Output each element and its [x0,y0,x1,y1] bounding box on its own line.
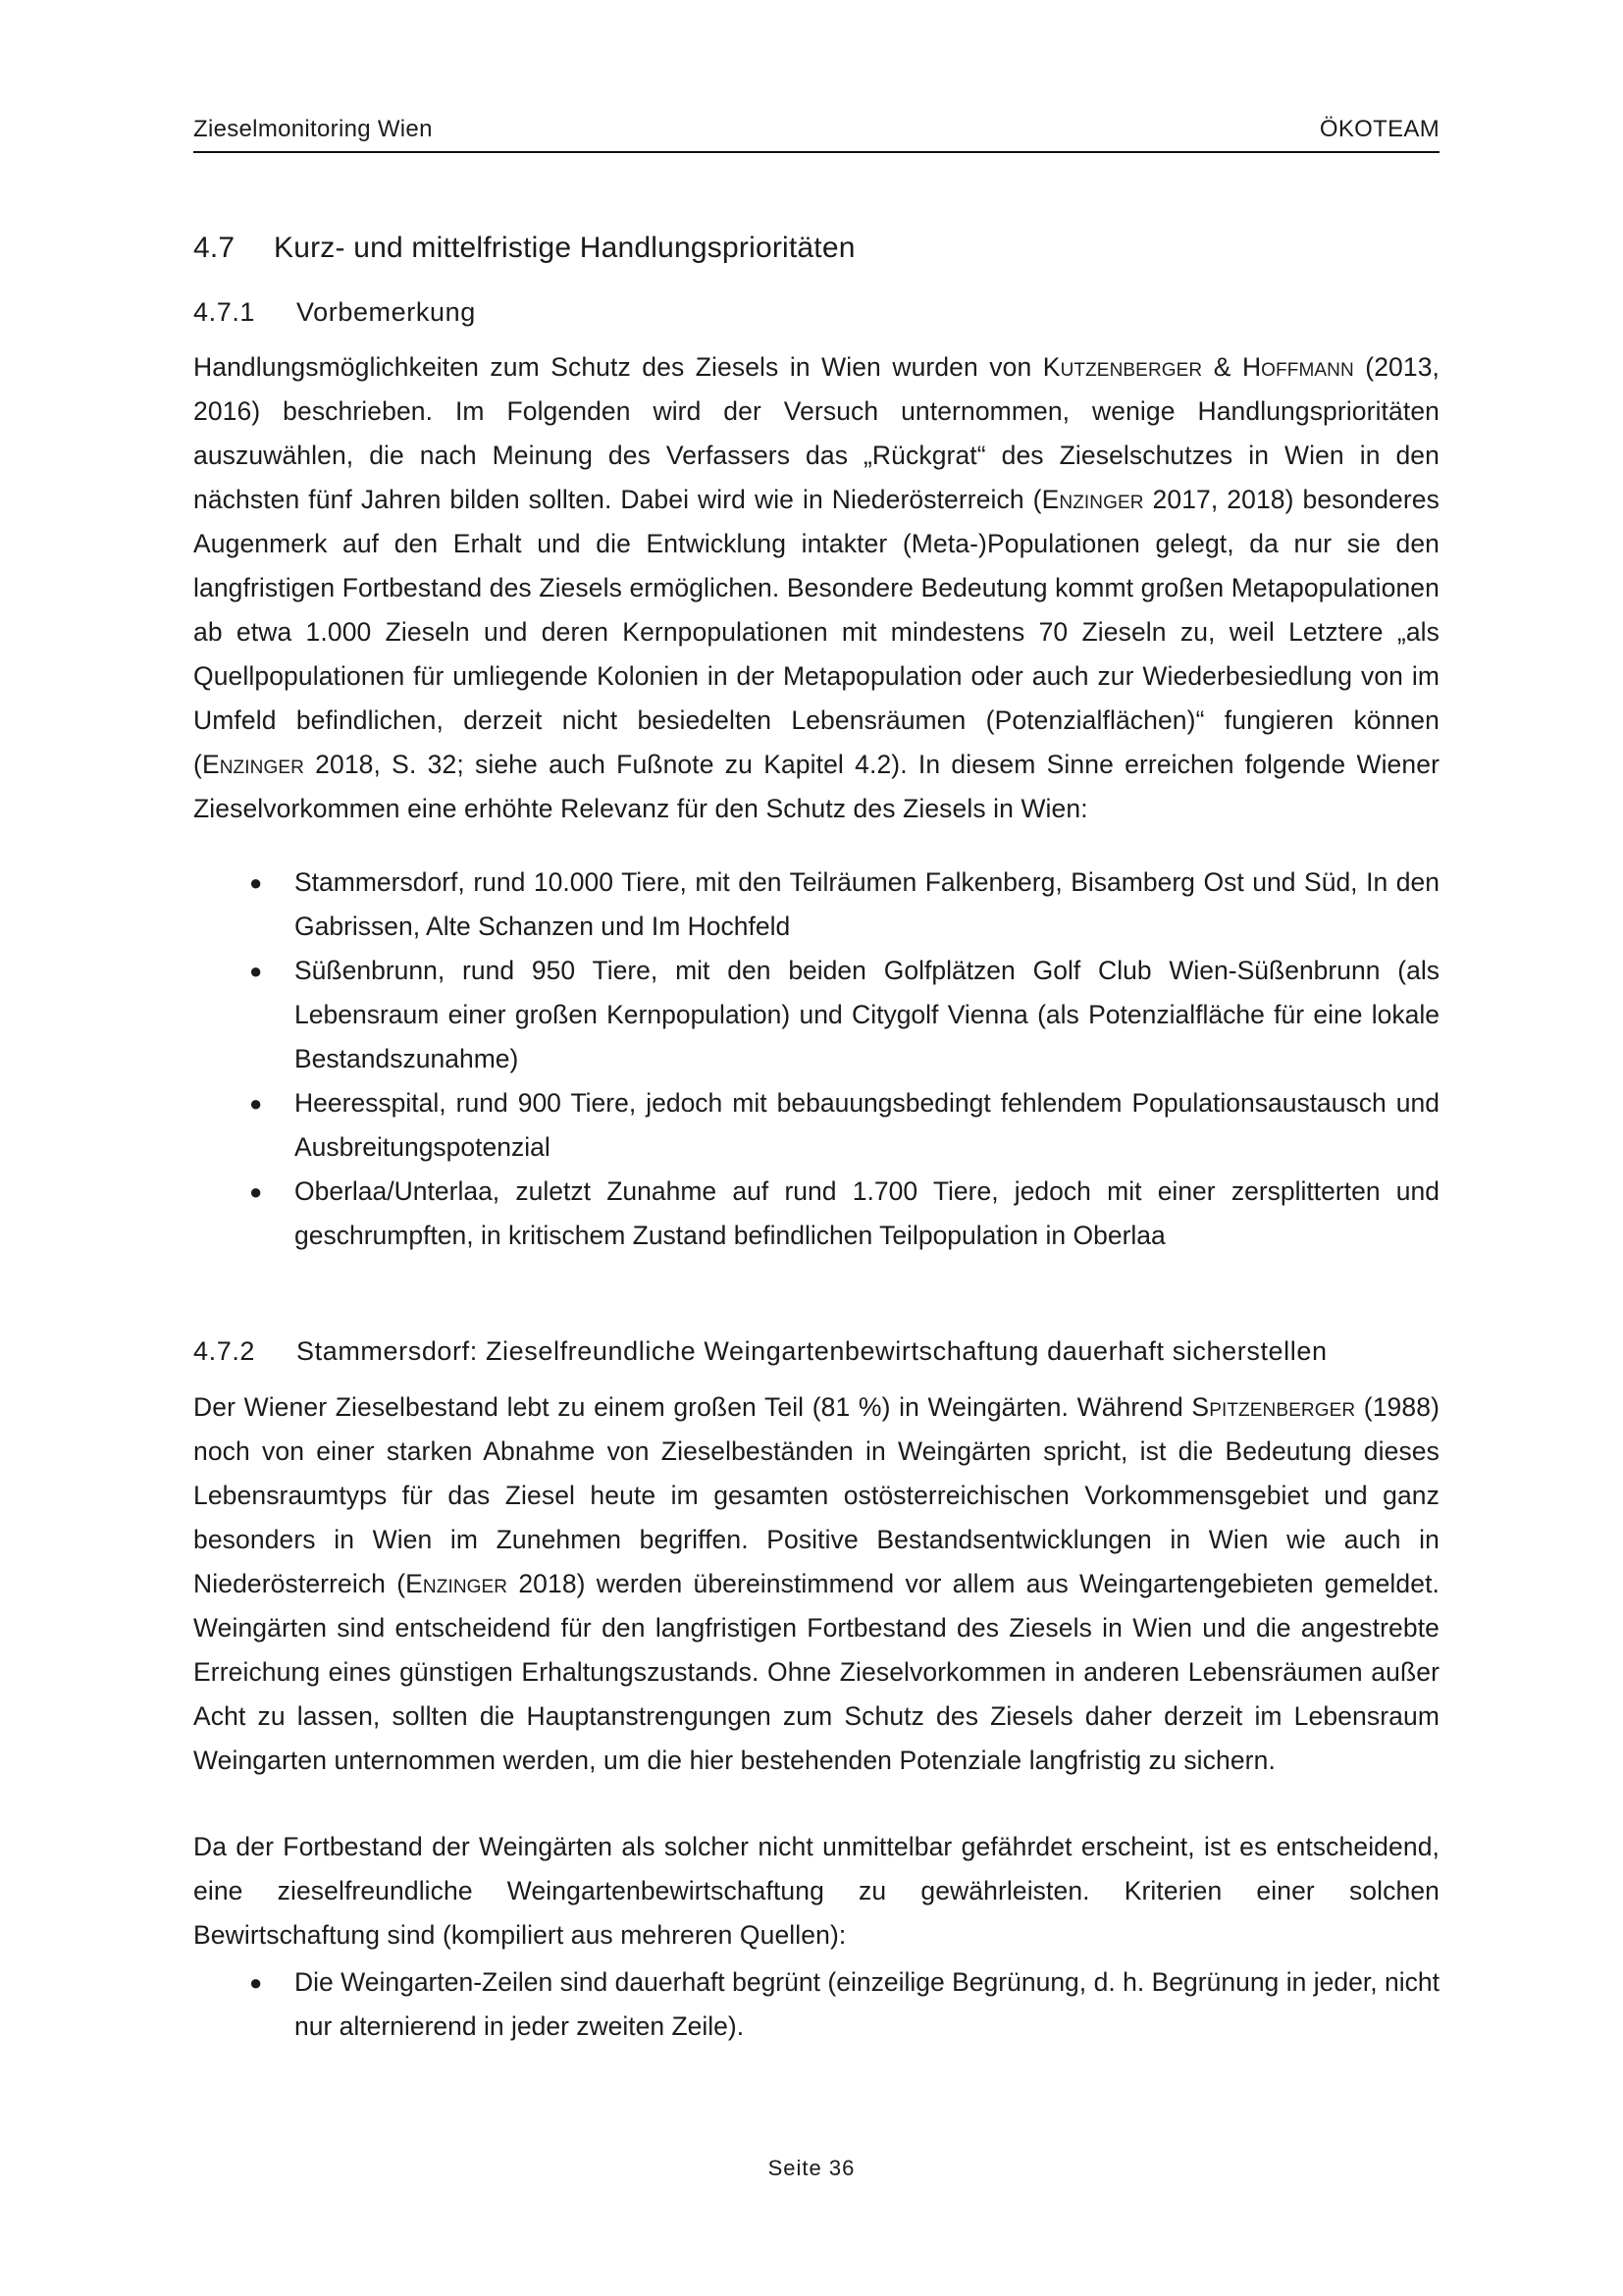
section-heading [193,232,856,265]
text-run: Handlungsmöglichkeiten zum Schutz des Ziesels in Wien wurden von [193,352,1043,382]
author-name: Kutzenberger [1042,352,1203,382]
paragraph-criteria: Da der Fortbestand der Weingärten als solcher nicht unmittelbar gefährdet erscheint, ist es entscheidend, eine zieselfreundliche Weingartenbewirtschaftung zu gewährleisten. Kriterien einer solchen Bewirtschaftung sind (kompiliert aus mehreren Quellen): [193,1832,1440,1950]
page-number: Seite 36 [767,2156,856,2180]
section-title: Kurz- und mittelfristige Handlungsprioritäten [274,232,856,264]
author-name: Enzinger [201,750,304,779]
author-name: Enzinger [1041,485,1144,514]
text-run: 2018) werden übereinstimmend vor allem aus Weingartengebieten gemeldet. Weingärten sind entscheidend für den langfristigen Fortbestand des Ziesels in Wien und die angestrebte Erreichung eines günstigen Erhaltungszustands. Ohne Zieselvorkommen in anderen Lebensräumen außer Acht zu lassen, sollten die Hauptanstrengungen zum Schutz des Ziesels daher derzeit im Lebensraum Weingarten unternommen werden, um die hier bestehenden Potenziale langfristig zu sichern. [193,1569,1440,1775]
header-title: Zieselmonitoring Wien [193,116,433,142]
criteria-list [193,1960,1440,2049]
subsection-heading-1 [193,297,476,328]
list-item-text: Heeresspital, rund 900 Tiere, jedoch mit bebauungsbedingt fehlendem Populationsaustausch und Ausbreitungspotenzial [294,1088,1440,1162]
list-item-text: Die Weingarten-Zeilen sind dauerhaft begrünt (einzeilige Begrünung, d. h. Begrünung in jeder, nicht nur alternierend in jeder zweiten Zeile). [294,1967,1440,2041]
list-item [193,1170,1440,1258]
paragraph-stammersdorf [193,1385,1440,1783]
list-item [193,1960,1440,2049]
list-item-text: Süßenbrunn, rund 950 Tiere, mit den beiden Golfplätzen Golf Club Wien-Süßenbrunn (als Lebensraum einer großen Kernpopulation) und Citygolf Vienna (als Potenzialfläche für eine lokale Bestandszunahme) [294,956,1440,1073]
text-run: (1988) noch von einer starken Abnahme von Zieselbeständen in Weingärten spricht, ist die Bedeutung dieses Lebensraumtyps für das Ziesel heute im gesamten ostösterreichischen Vorkommensgebiet und ganz besonders in Wien im Zunehmen begriffen. Positive Bestandsentwicklungen in Wien wie auch in Niederösterreich ( [193,1392,1440,1598]
subsection-heading-2 [193,1336,1328,1367]
header-organization: ÖKOTEAM [1319,116,1440,142]
list-item [193,1081,1440,1170]
author-name: Hoffmann [1241,352,1354,382]
subsection-1-title: Vorbemerkung [296,297,476,327]
author-name: Enzinger [405,1569,508,1598]
page-header [193,116,1440,153]
text-run: 2017, 2018) besonderes Augenmerk auf den Erhalt und die Entwicklung intakter (Meta-)Populationen gelegt, da nur sie den langfristigen Fortbestand des Ziesels ermöglichen. Besondere Bedeutung kommt großen Metapopulationen ab etwa 1.000 Zieseln und deren Kernpopulationen mit mindestens 70 Zieseln zu, weil Letztere „als Quellpopulationen für umliegende Kolonien in der Metapopulation oder auch zur Wiederbesiedlung von im Umfeld befindlichen, derzeit nicht besiedelten Lebensräumen (Potenzialflächen)“ fungieren können ( [193,485,1440,779]
subsection-2-title: Stammersdorf: Zieselfreundliche Weingartenbewirtschaftung dauerhaft sicherstellen [296,1336,1328,1366]
text-run: (2013, 2016) beschrieben. Im Folgenden wird der Versuch unternommen, wenige Handlungsprioritäten auszuwählen, die nach Meinung des Verfassers das „Rückgrat“ des Zieselschutzes in Wien in den nächsten fünf Jahren bilden sollten. Dabei wird wie in Niederösterreich ( [193,352,1440,514]
subsection-2-number: 4.7.2 [193,1336,256,1366]
list-item-text: Stammersdorf, rund 10.000 Tiere, mit den Teilräumen Falkenberg, Bisamberg Ost und Süd, In den Gabrissen, Alte Schanzen und Im Hochfeld [294,867,1440,941]
bullet-icon: ● [249,1970,263,1995]
list-item [193,949,1440,1081]
paragraph-intro [193,345,1440,831]
bullet-icon: ● [249,959,263,983]
text-run: & [1202,352,1242,382]
text-run: Der Wiener Zieselbestand lebt zu einem großen Teil (81 %) in Weingärten. Während [193,1392,1192,1422]
section-number: 4.7 [193,232,236,264]
priority-list [193,861,1440,1258]
author-name: Spitzenberger [1191,1392,1356,1422]
bullet-icon: ● [249,1179,263,1204]
list-item-text: Oberlaa/Unterlaa, zuletzt Zunahme auf rund 1.700 Tiere, jedoch mit einer zersplitterten und geschrumpften, in kritischem Zustand befindlichen Teilpopulation in Oberlaa [294,1176,1440,1250]
bullet-icon: ● [249,870,263,895]
bullet-icon: ● [249,1091,263,1116]
list-item [193,861,1440,949]
subsection-1-number: 4.7.1 [193,297,256,327]
text-run: 2018, S. 32; siehe auch Fußnote zu Kapitel 4.2). In diesem Sinne erreichen folgende Wiener Zieselvorkommen eine erhöhte Relevanz für den Schutz des Ziesels in Wien: [193,750,1440,823]
